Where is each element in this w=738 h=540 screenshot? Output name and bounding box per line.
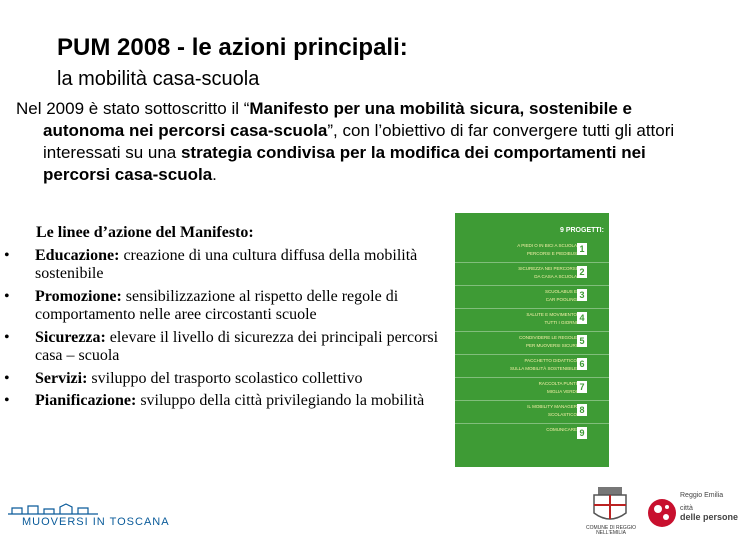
intro-text-2: ”, con l’obiettivo di far convergere tutti gli attori interessati su una xyxy=(43,121,675,162)
bullet-icon: • xyxy=(4,287,10,305)
intro-text-3: . xyxy=(212,165,217,184)
project-number: 7 xyxy=(577,381,587,393)
project-label: DA CASA A SCUOLA xyxy=(534,274,577,279)
project-row xyxy=(455,424,609,446)
logo-mid-text: COMUNE DI REGGIO NELL'EMILIA xyxy=(585,525,636,536)
project-label: CAR POOLING xyxy=(545,297,577,302)
project-label: SALUTE E MOVIMENTO xyxy=(526,312,577,317)
project-number: 8 xyxy=(577,404,587,416)
project-label: CONDIVIDERE LE REGOLE xyxy=(518,335,577,340)
list-item xyxy=(4,392,444,411)
list-item xyxy=(4,288,444,325)
list-item-label: Promozione: xyxy=(35,287,122,305)
list-item-text: creazione di una cultura diffusa della mobilità sostenibile xyxy=(35,246,418,282)
intro-paragraph xyxy=(16,98,683,186)
project-row xyxy=(455,332,609,354)
list-item-text: elevare il livello di sicurezza dei principali percorsi casa – scuola xyxy=(35,328,439,364)
project-label: PERCORSI E PIEDIBUS xyxy=(526,251,577,256)
slide-title: PUM 2008 - le azioni principali: xyxy=(57,34,408,61)
list-item-text: sviluppo del trasporto scolastico collettivo xyxy=(87,369,363,387)
bullet-icon: • xyxy=(4,392,10,409)
project-label: SCUOLABUS E xyxy=(544,289,577,294)
project-label: MIGLIA VERDI xyxy=(546,389,577,394)
logo-right-text: Reggio Emilia xyxy=(680,492,724,499)
project-label: SICUREZZA NEI PERCORSI xyxy=(518,266,577,271)
logo-left-text: MUOVERSI IN TOSCANA xyxy=(22,516,170,528)
project-label: IL MOBILITY MANAGER xyxy=(527,404,577,409)
logo-right-text: delle persone xyxy=(680,512,738,522)
project-label: PER MUOVERSI SICURI xyxy=(525,343,577,348)
project-label: SULLA MOBILITÀ SOSTENIBILE xyxy=(509,366,577,371)
list-heading: Le linee d’azione del Manifesto: xyxy=(36,224,254,241)
project-row xyxy=(455,263,609,285)
project-label: SCOLASTICO xyxy=(547,412,577,417)
list-item-label: Educazione: xyxy=(35,246,120,264)
project-label: PACCHETTO DIDATTICO xyxy=(524,358,577,363)
project-number: 9 xyxy=(577,427,587,439)
project-row xyxy=(455,286,609,308)
project-number: 1 xyxy=(577,243,587,255)
project-row xyxy=(455,401,609,423)
slide-subtitle: la mobilità casa-scuola xyxy=(57,68,260,90)
project-label: A PIEDI O IN BICI A SCUOLA xyxy=(517,243,577,248)
bullet-icon: • xyxy=(4,246,10,264)
logo-right-text: città xyxy=(680,505,693,512)
list-item-label: Pianificazione: xyxy=(35,392,137,409)
list-item-label: Sicurezza: xyxy=(35,328,106,346)
project-number: 2 xyxy=(577,266,587,278)
project-row xyxy=(455,309,609,331)
list-item-text: sensibilizzazione al rispetto delle regole di comportamento nelle aree circostanti scuole xyxy=(35,287,399,323)
list-item xyxy=(4,370,444,389)
list-item-label: Servizi: xyxy=(35,369,88,387)
project-number: 5 xyxy=(577,335,587,347)
list-item xyxy=(4,329,444,366)
project-number: 3 xyxy=(577,289,587,301)
project-label: COMUNICARE xyxy=(546,427,577,432)
project-number: 6 xyxy=(577,358,587,370)
projects-image xyxy=(455,213,609,467)
project-number: 4 xyxy=(577,312,587,324)
intro-bold-1: Manifesto per una mobilità sicura, sostenibile e autonoma nei percorsi casa-scuola xyxy=(43,99,632,140)
project-row xyxy=(455,355,609,377)
bullet-icon: • xyxy=(4,369,10,387)
bullet-icon: • xyxy=(4,328,10,346)
intro-text-1: Nel 2009 è stato sottoscritto il “ xyxy=(16,99,250,118)
project-label: TUTTI I GIORNI xyxy=(544,320,577,325)
project-row xyxy=(455,240,609,262)
project-label: RACCOLTA PUNTI xyxy=(538,381,577,386)
projects-heading: 9 PROGETTI: xyxy=(560,227,604,234)
list-item xyxy=(4,247,444,284)
list-item-text: sviluppo della città privilegiando la mobilità xyxy=(136,392,425,409)
intro-bold-2: strategia condivisa per la modifica dei comportamenti nei percorsi casa-scuola xyxy=(43,143,646,184)
project-row xyxy=(455,378,609,400)
action-lines-list xyxy=(4,224,444,415)
